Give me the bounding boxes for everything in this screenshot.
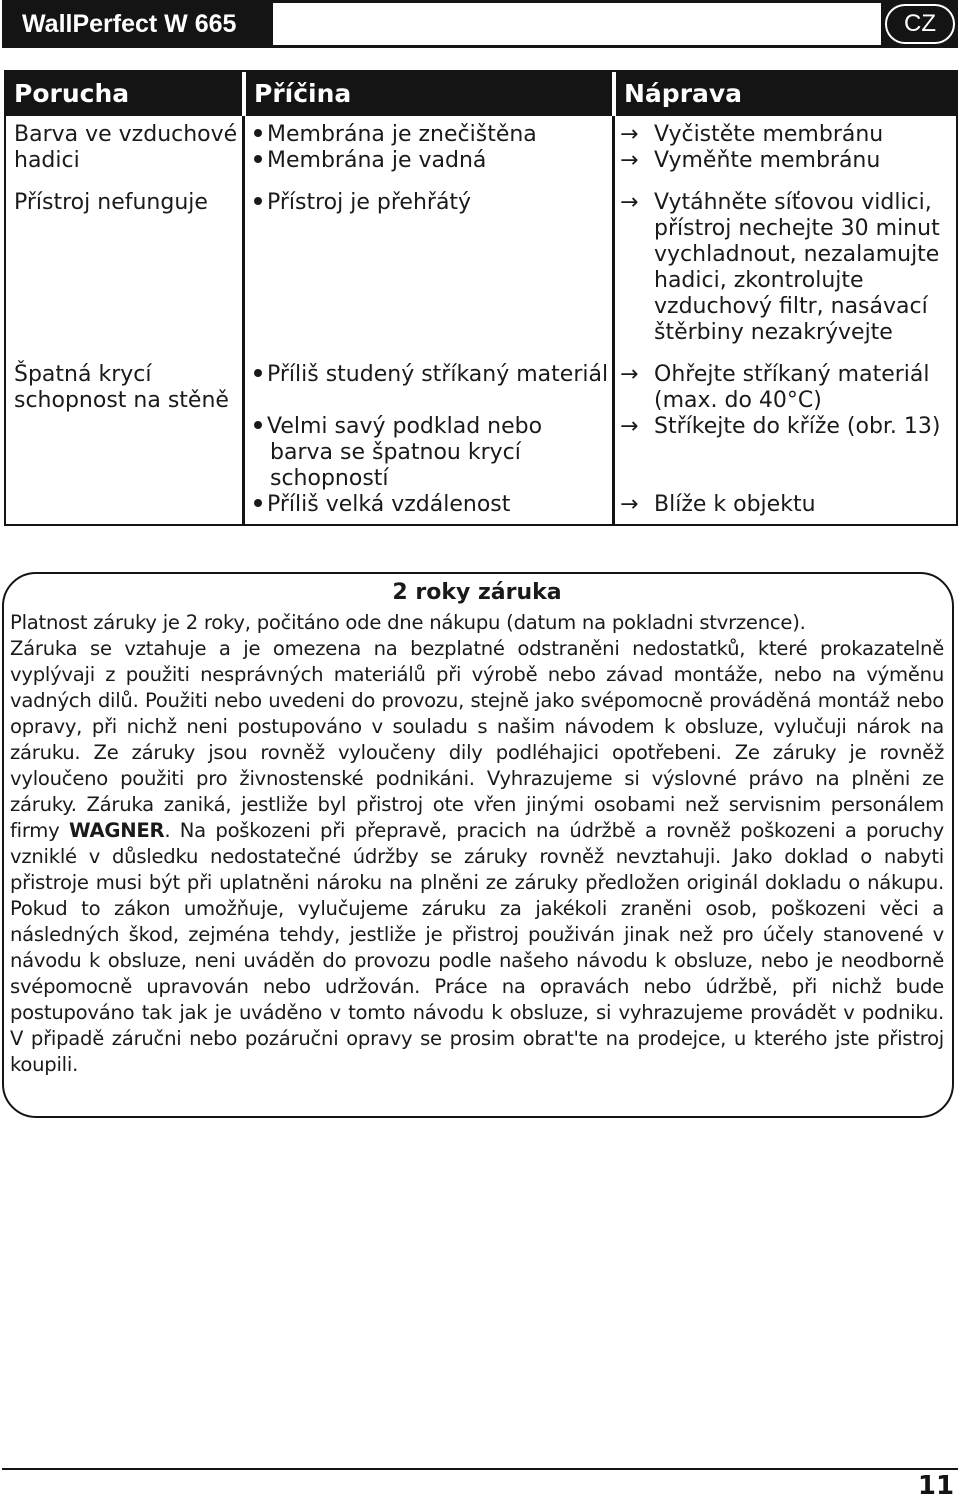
footer-divider	[2, 1468, 958, 1470]
arrow-right-icon: →	[620, 362, 639, 387]
table-row-fault: Přístroj nefunguje	[14, 190, 208, 215]
warranty-box	[2, 572, 954, 1118]
arrow-right-icon: →	[620, 414, 639, 439]
bullet-icon	[254, 369, 262, 377]
remedy-item: → Vyčistěte membránu	[620, 122, 884, 147]
warranty-title: 2 roky záruka	[392, 580, 562, 605]
bullet-icon	[254, 129, 262, 137]
column-divider	[612, 116, 615, 524]
table-row-causes: Příliš studený stříkaný materiál Velmi savý podklad nebo barva se špatnou krycí schopností Příliš velká vzdálenost	[254, 362, 608, 518]
table-row-remedies: → Vytáhněte síťovou vidlici, přístroj nechejte 30 minut vychladnout, nezalamujte hadici, zkontrolujte vzduchový filtr, nasávací štěrbiny nezakrývejte	[620, 190, 940, 345]
column-header-fault: Porucha	[6, 72, 242, 116]
page-header	[0, 0, 960, 50]
remedy-item: → Blíže k objektu	[620, 492, 816, 517]
cause-item: Membrána je vadná	[254, 148, 537, 174]
remedy-item: → Vytáhněte síťovou vidlici,	[620, 190, 932, 215]
warranty-paragraph: Záruka se vztahuje a je omezena na bezplatné odstraněni nedostatků, které prokazatelně vyplývaji z použiti nesprávných materiálů při výrobě nebo závad montáže, nebo na výměnu vadných dilů. Použiti nebo uvedeni do provozu, stejně jako svépomocně prováděná montáž nebo opravy, při nichž neni postupováno v souladu s našim návodem k obsluze, vylučuji nárok na záruku. Ze záruky jsou rovněž vyloučeny dily podléhajici opotřebeni. Ze záruky je rovněž vyloučeno použiti pro živnostenské podnikáni. Vyhrazujeme si výslovné právo na plněni ze záruky. Záruka zaniká, jestliže byl přistroj ote vřen jinými osobami než servisnim personálem firmy WAGNER. Na poškozeni při přepravě, pracich na údržbě a rovněž poškozeni a poruchy vzniklé v důsledku nedostatečné údržby se záruky rovněž nevztahuji. Jako doklad o nabyti přistroje musi být při uplatněni nároku na plněni ze záruky předložen originál dokladu o nákupu. Pokud to zákon umožňuje, vylučujeme záruku za jakékoli zraněni osob, poškozeni věci a následných škod, zejména tehdy, jestliže je přistroj použiván jinak než pro účely stanovené v návodu k obsluze, neni uváděn do provozu podle našeho návodu k obsluze, nebo je neodborně svépomocně upravován nebo udržován. Práce na opravách nebo údržbě, při nichž bude postupováno tak jak je uváděno v tomto návodu k obsluze, si vyhrazujeme provádět v podniku. V připadě záručni nebo pozáručni opravy se prosim obrat'te na prodejce, u kterého jste přistroj koupili.	[10, 637, 944, 1076]
cause-item: Přístroj je přehřátý	[254, 190, 471, 216]
bullet-icon	[254, 421, 262, 429]
troubleshooting-table	[4, 70, 958, 526]
bullet-icon	[254, 499, 262, 507]
warranty-first-line: Platnost záruky je 2 roky, počitáno ode dne nákupu (datum na pokladni stvrzence).	[10, 611, 806, 634]
remedy-item: → Stříkejte do kříže (obr. 13)	[620, 414, 941, 439]
remedy-item: → Ohřejte stříkaný materiál	[620, 362, 930, 387]
header-blank-area	[273, 3, 881, 45]
table-row-causes	[254, 190, 471, 216]
arrow-right-icon: →	[620, 122, 639, 147]
column-divider	[242, 116, 245, 524]
bullet-icon	[254, 155, 262, 163]
bullet-icon	[254, 197, 262, 205]
product-title: WallPerfect W 665	[6, 3, 271, 45]
page-number: 11	[917, 1471, 955, 1501]
warranty-text	[10, 610, 944, 1078]
remedy-item: → Vyměňte membránu	[620, 148, 881, 173]
arrow-right-icon: →	[620, 492, 639, 517]
arrow-right-icon: →	[620, 190, 639, 215]
table-row-causes	[254, 122, 537, 174]
table-row-remedies: → Ohřejte stříkaný materiál (max. do 40°C) → Stříkejte do kříže (obr. 13) → Blíže k objektu	[620, 362, 941, 517]
column-header-remedy: Náprava	[616, 72, 956, 116]
arrow-right-icon: →	[620, 148, 639, 173]
table-row-fault: Špatná krycí schopnost na stěně	[14, 362, 229, 413]
table-row-remedies	[620, 122, 883, 174]
cause-item: Příliš studený stříkaný materiál	[254, 362, 608, 388]
cause-item: Příliš velká vzdálenost	[254, 492, 608, 518]
language-badge: CZ	[885, 4, 955, 44]
cause-item: Velmi savý podklad nebo	[254, 414, 608, 440]
table-row-fault: Barva ve vzduchové hadici	[14, 122, 238, 173]
column-header-cause: Příčina	[246, 72, 612, 116]
brand-name: WAGNER	[68, 819, 165, 842]
cause-item: Membrána je znečištěna	[254, 122, 537, 148]
